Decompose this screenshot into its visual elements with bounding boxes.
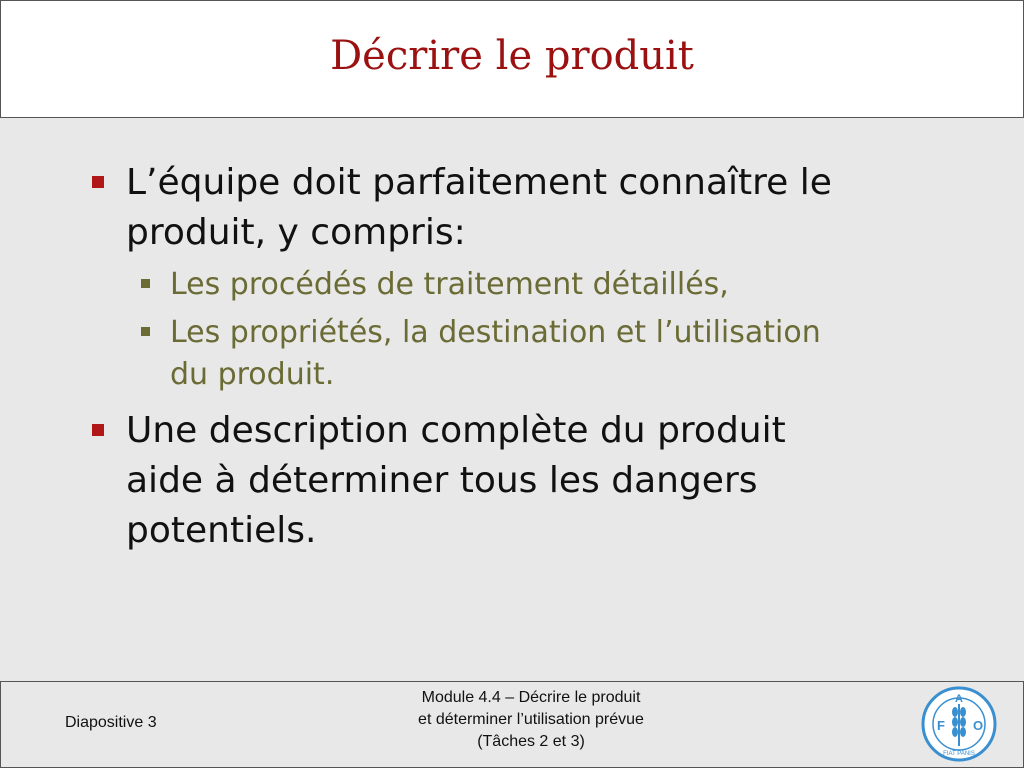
logo-motto: FIAT PANIS [943,751,975,757]
module-caption [361,687,701,753]
bullet-item-1 [86,158,986,258]
bullet-2-line-2: aide à déterminer tous les dangers [126,460,758,501]
module-line-1: Module 4.4 – Décrire le produit [421,689,641,706]
bullet-item-2 [86,406,986,556]
sub-bullet-1-line-1: Les procédés de traitement détaillés, [170,267,729,302]
slide-body [86,158,986,558]
logo-letter-a: A [955,693,963,705]
sub-bullet-item-2 [86,312,986,396]
module-line-3: (Tâches 2 et 3) [477,733,585,750]
sub-bullet-2-line-2: du produit. [170,357,335,392]
slide-number: Diapositive 3 [65,714,157,731]
bullet-1-line-2: produit, y compris: [126,212,466,253]
footer [0,681,1024,768]
square-bullet-icon [141,327,150,336]
title-bar [0,0,1024,118]
bullet-2-line-3: potentiels. [126,510,317,551]
square-bullet-icon [92,176,104,188]
square-bullet-icon [92,424,104,436]
fao-logo-icon [921,686,997,762]
module-line-2: et déterminer l’utilisation prévue [418,711,644,728]
sub-bullet-list [86,264,986,396]
sub-bullet-item-1 [86,264,986,306]
slide-title: Décrire le produit [330,33,694,79]
logo-letter-f: F [937,718,945,733]
logo-letter-o: O [972,718,984,733]
bullet-2-line-1: Une description complète du produit [126,410,786,451]
bullet-1-line-1: L’équipe doit parfaitement connaître le [126,162,832,203]
square-bullet-icon [141,279,150,288]
sub-bullet-2-line-1: Les propriétés, la destination et l’utilisation [170,315,821,350]
